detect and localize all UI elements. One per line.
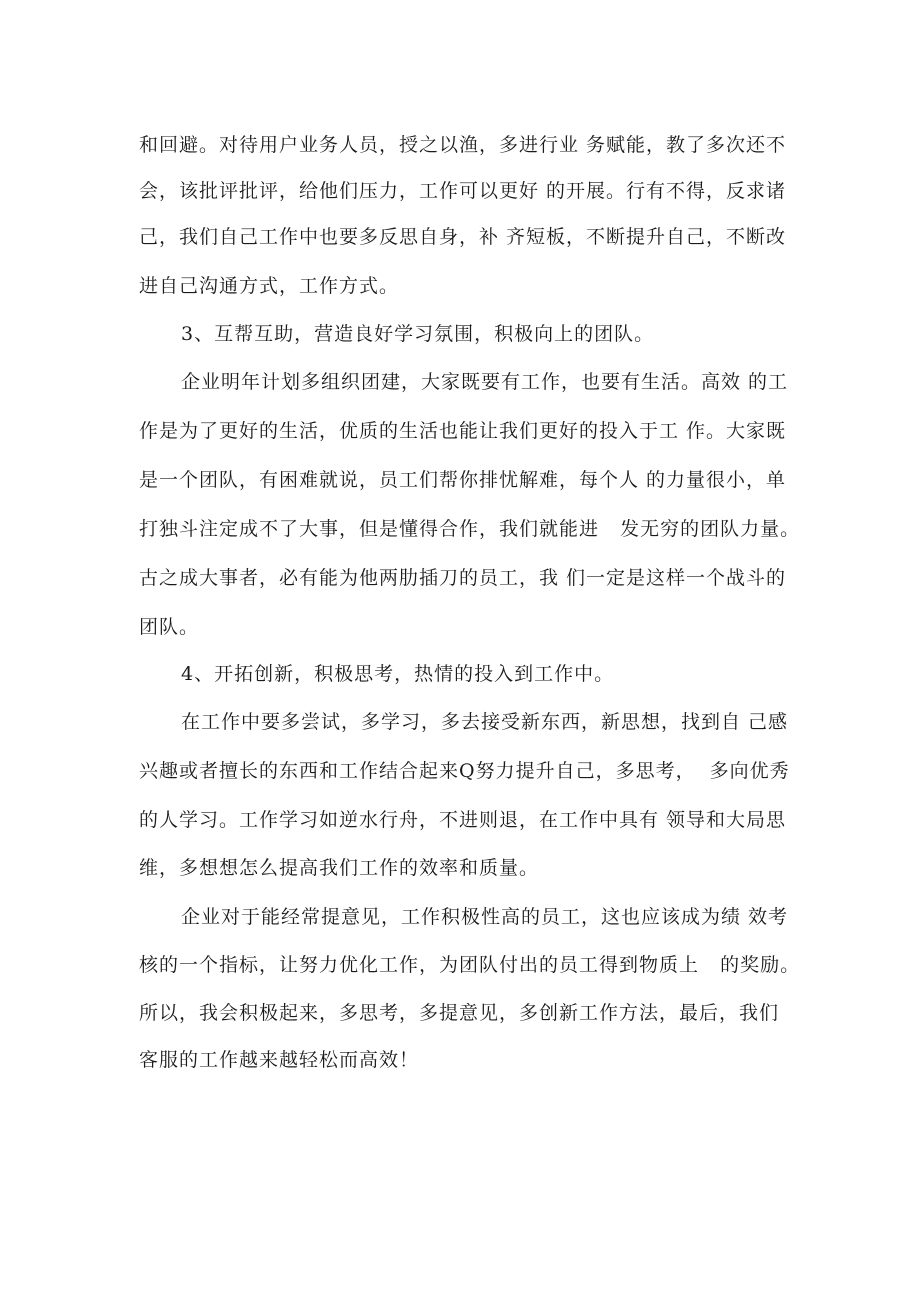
text-line: 客服的工作越来越轻松而高效！ <box>139 1049 420 1071</box>
text-line: 己，我们自己工作中也要多反思自身，补 齐短板，不断提升自己，不断改 <box>139 226 787 248</box>
text-line: 企业明年计划多组织团建，大家既要有工作，也要有生活。高效 的工 <box>181 371 789 393</box>
text-line: 在工作中要多尝试，多学习，多去接受新东西，新思想，找到自 己感 <box>181 711 789 733</box>
text-line: 作是为了更好的生活，优质的生活也能让我们更好的投入于工 作。大家既 <box>139 420 787 442</box>
text-line: 核的一个指标，让努力优化工作，为团队付出的员工得到物质上 的奖励。 <box>139 954 801 976</box>
text-line: 进自己沟通方式，工作方式。 <box>139 275 400 297</box>
section-heading: 4、开拓创新，积极思考，热情的投入到工作中。 <box>181 663 615 685</box>
text-line: 兴趣或者擅长的东西和工作结合起来Q努力提升自己，多思考， 多向优秀 <box>139 760 790 782</box>
text-line: 的人学习。工作学习如逆水行舟，不进则退，在工作中具有 领导和大局思 <box>139 809 787 831</box>
text-line: 古之成大事者，必有能为他两肋插刀的员工，我 们一定是这样一个战斗的 <box>139 567 787 589</box>
section-heading: 3、互帮互助，营造良好学习氛围，积极向上的团队。 <box>181 323 655 345</box>
text-line: 维，多想想怎么提高我们工作的效率和质量。 <box>139 857 540 879</box>
text-line: 打独斗注定成不了大事，但是懂得合作，我们就能进 发无穷的团队力量。 <box>139 518 801 540</box>
text-line: 企业对于能经常提意见，工作积极性高的员工，这也应该成为绩 效考 <box>181 906 789 928</box>
text-line: 和回避。对待用户业务人员，授之以渔，多进行业 务赋能，教了多次还不 <box>139 134 787 156</box>
text-line: 所以，我会积极起来，多思考，多提意见，多创新工作方法，最后，我们 <box>139 1002 780 1024</box>
text-line: 是一个团队，有困难就说，员工们帮你排忧解难，每个人 的力量很小，单 <box>139 469 787 491</box>
text-line: 会，该批评批评，给他们压力，工作可以更好 的开展。行有不得，反求诸 <box>139 180 787 202</box>
text-line: 团队。 <box>139 616 200 638</box>
